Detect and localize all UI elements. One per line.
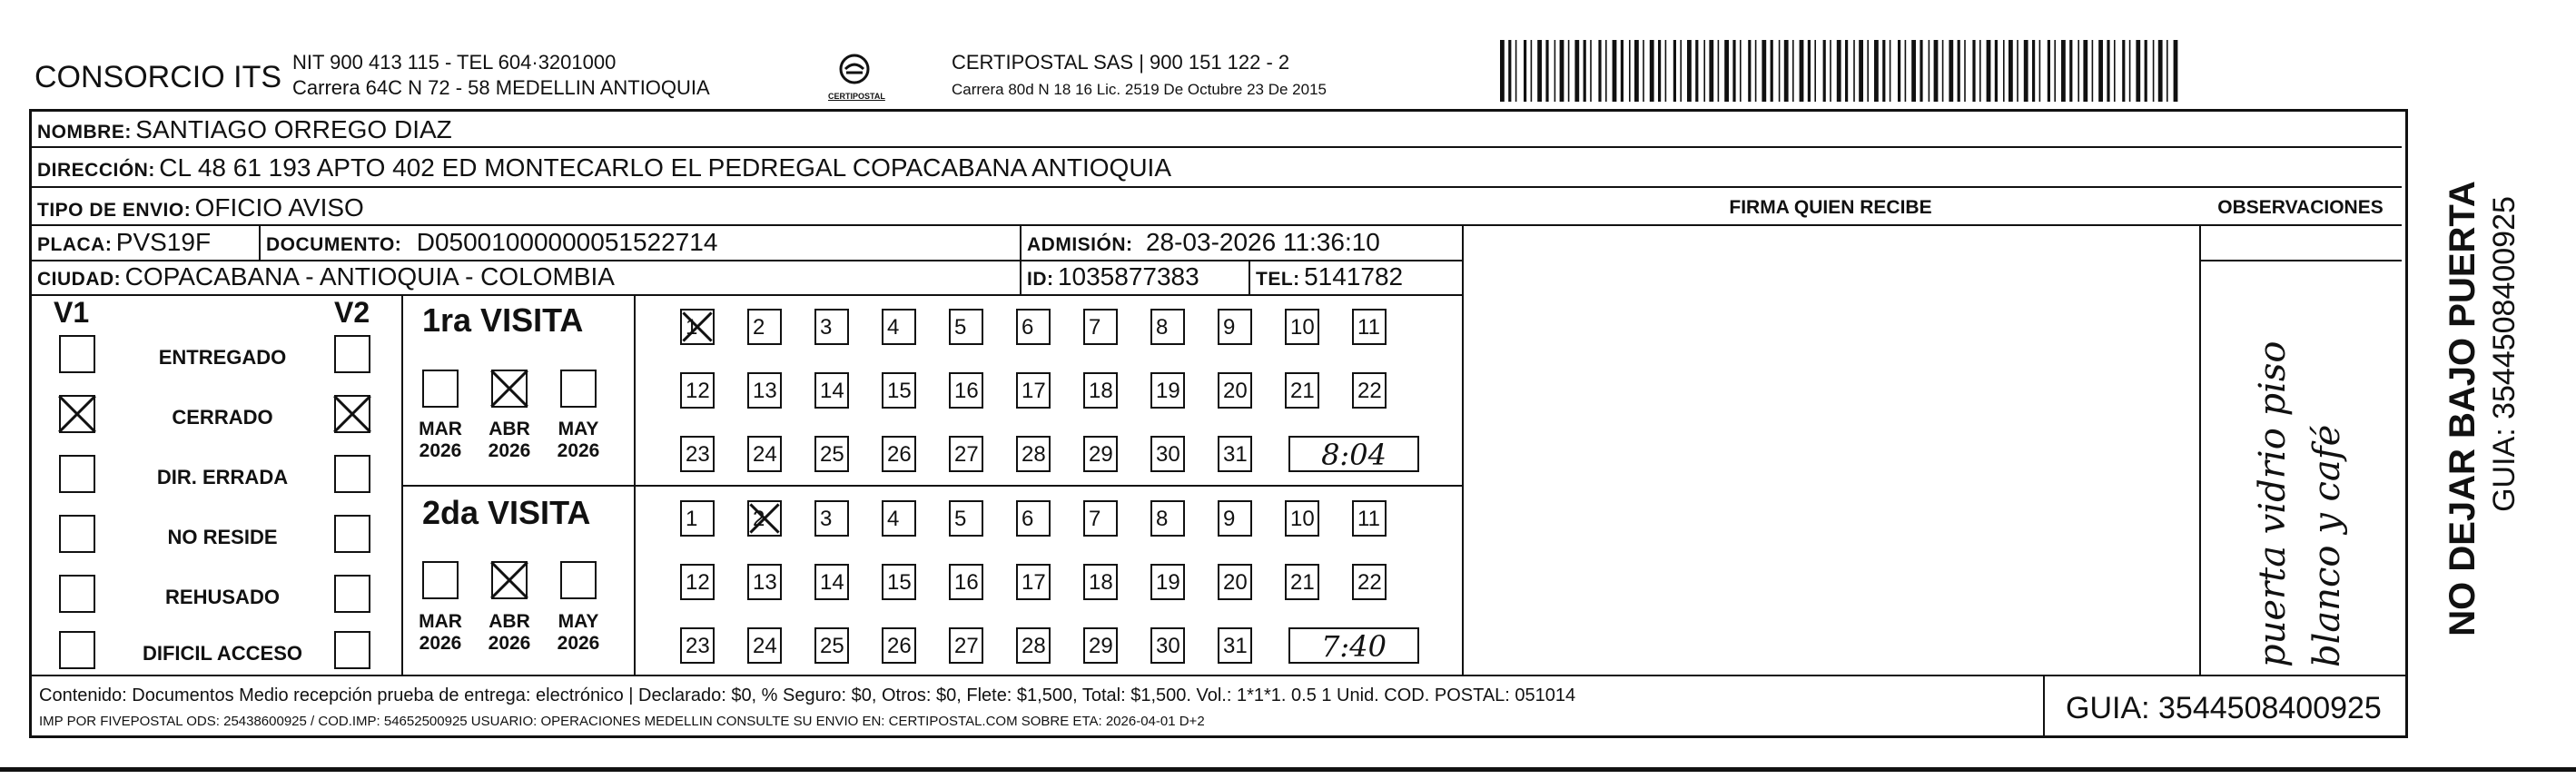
barcode-bar [1853, 40, 1855, 102]
visita2-title: 2da VISITA [422, 494, 591, 531]
company-address: Carrera 64C N 72 - 58 MEDELLIN ANTIOQUIA [292, 76, 710, 99]
day-box[interactable]: 10 [1285, 309, 1319, 345]
barcode-bar [2145, 40, 2147, 102]
barcode-bar [2129, 40, 2131, 102]
day-box[interactable]: 5 [949, 500, 983, 537]
month-label: MAR 2026 [419, 611, 462, 655]
v2-entregado-checkbox[interactable] [334, 335, 370, 373]
barcode-bar [1905, 40, 1907, 102]
day-box[interactable]: 10 [1285, 500, 1319, 537]
barcode-bar [2032, 40, 2035, 102]
barcode-bar [1665, 40, 1667, 102]
barcode-bar [1958, 40, 1960, 102]
day-box[interactable]: 5 [949, 309, 983, 345]
barcode-bar [2122, 40, 2125, 102]
day-box[interactable]: 18 [1083, 372, 1118, 409]
ciudad-label: CIUDAD: [37, 269, 122, 290]
v1-cerrado-checkbox[interactable] [59, 395, 95, 433]
admision-label: ADMISIÓN: [1027, 234, 1133, 255]
month-label: MAR 2026 [419, 419, 462, 462]
day-box[interactable]: 28 [1016, 436, 1051, 472]
company-nit: NIT 900 413 115 - TEL 604·3201000 [292, 51, 617, 74]
barcode-bar [2174, 40, 2178, 102]
month-label: ABR 2026 [488, 611, 531, 655]
footer-contenido: Contenido: Documentos Medio recepción prueba de entrega: electrónico | Declarado: $0, % Seguro: $0, Otros: $0, Flete: $1,500, Total: $1,500. Vol.: 1*1*1. 0.5 1 Unid. COD. POSTAL: 051014 [39, 685, 1576, 705]
barcode-bar [1724, 40, 1729, 102]
ciudad-value: COPACABANA - ANTIOQUIA - COLOMBIA [124, 262, 615, 291]
day-box[interactable]: 20 [1218, 564, 1252, 600]
barcode-bar [1859, 40, 1863, 102]
day-box[interactable]: 22 [1352, 372, 1387, 409]
v2-rehusado-checkbox[interactable] [334, 575, 370, 613]
barcode-bar [2078, 40, 2079, 102]
footer-imp: IMP POR FIVEPOSTAL ODS: 25438600925 / COD.IMP: 54652500925 USUARIO: OPERACIONES MEDELLIN CONSULTE SU ENVIO EN: CERTIPOSTAL.COM SOBRE ETA: 2026-04-01 D+2 [39, 714, 1205, 729]
direccion-value: CL 48 61 193 APTO 402 ED MONTECARLO EL PEDREGAL COPACABANA ANTIOQUIA [159, 153, 1172, 182]
day-box[interactable]: 14 [814, 564, 849, 600]
day-box[interactable]: 30 [1150, 627, 1185, 664]
day-box[interactable]: 19 [1150, 372, 1185, 409]
barcode-bar [1755, 40, 1757, 102]
barcode-bar [1911, 40, 1916, 102]
placa-label: PLACA: [37, 234, 113, 255]
barcode-bar [2024, 40, 2028, 102]
barcode-bar [1867, 40, 1869, 102]
barcode-bar [2008, 40, 2013, 102]
day-box[interactable]: 26 [882, 436, 916, 472]
barcode-bar [1650, 40, 1654, 102]
barcode-bar [2153, 40, 2155, 102]
v2-dir-errada-checkbox[interactable] [334, 455, 370, 493]
barcode-bar [1613, 40, 1617, 102]
barcode-bar [2039, 40, 2041, 102]
day-box[interactable]: 29 [1083, 436, 1118, 472]
day-box[interactable]: 8 [1150, 500, 1185, 537]
barcode-bar [1808, 40, 1811, 102]
barcode-bar [1673, 40, 1676, 102]
barcode-bar [1658, 40, 1661, 102]
month-label: ABR 2026 [488, 419, 531, 462]
day-box[interactable]: 16 [949, 564, 983, 600]
barcode-bar [2003, 40, 2005, 102]
barcode-bar [1732, 40, 1735, 102]
barcode-bar [1762, 40, 1766, 102]
visita1-title: 1ra VISITA [422, 301, 584, 339]
day-box[interactable]: 17 [1016, 564, 1051, 600]
tipo-envio-label: TIPO DE ENVIO: [37, 200, 192, 221]
barcode-bar [1830, 40, 1831, 102]
day-box[interactable]: 12 [680, 564, 715, 600]
day-box[interactable]: 15 [882, 372, 916, 409]
barcode-bar [1964, 40, 1966, 102]
barcode-bar [2069, 40, 2072, 102]
barcode-bar [1524, 40, 1526, 102]
status-label: DIR. ERRADA [156, 466, 289, 488]
barcode-bar [1934, 40, 1939, 102]
day-box[interactable]: 23 [680, 627, 715, 664]
barcode-bar [1703, 40, 1705, 102]
v2-cerrado-checkbox[interactable] [334, 395, 370, 433]
barcode-bar [1920, 40, 1922, 102]
day-box[interactable]: 7 [1083, 309, 1118, 345]
barcode-bar [2158, 40, 2163, 102]
day-box[interactable]: 4 [882, 309, 916, 345]
day-box[interactable]: 6 [1016, 309, 1051, 345]
status-label: NO RESIDE [167, 526, 278, 548]
barcode-bar [1584, 40, 1586, 102]
side-guia: GUIA: 3544508400925 [2487, 196, 2522, 512]
page-bottom-rule [0, 767, 2576, 772]
barcode-bar [2083, 40, 2087, 102]
barcode-bar [1890, 40, 1891, 102]
nombre-value: SANTIAGO ORREGO DIAZ [135, 115, 452, 143]
day-box[interactable]: 13 [747, 564, 782, 600]
barcode-bar [1784, 40, 1789, 102]
barcode-bar [1800, 40, 1804, 102]
v2-dificil-acceso-checkbox[interactable] [334, 631, 370, 669]
day-box[interactable]: 6 [1016, 500, 1051, 537]
day-box[interactable]: 2 [747, 309, 782, 345]
barcode-bar [1643, 40, 1644, 102]
tel-label: TEL: [1256, 269, 1300, 290]
barcode-bar [1500, 40, 1505, 102]
firma-header: FIRMA QUIEN RECIBE [1729, 197, 1932, 218]
barcode-bar [2092, 40, 2094, 102]
barcode-bar [1845, 40, 1848, 102]
barcode-bar [2017, 40, 2018, 102]
visit-time-handwriting: 7:40 [1288, 627, 1419, 664]
barcode-bar [1590, 40, 1592, 102]
tipo-envio-value: OFICIO AVISO [194, 193, 364, 222]
v1-no-reside-checkbox[interactable] [59, 515, 95, 553]
v1-entregado-checkbox[interactable] [59, 335, 95, 373]
barcode-bar [2061, 40, 2066, 102]
barcode-bar [1779, 40, 1781, 102]
barcode-bar [1695, 40, 1698, 102]
day-box[interactable]: 4 [882, 500, 916, 537]
day-box[interactable]: 25 [814, 627, 849, 664]
barcode-bar [1949, 40, 1953, 102]
barcode-bar [1629, 40, 1631, 102]
visita2-month-may-checkbox[interactable] [560, 561, 597, 599]
barcode-bar [1687, 40, 1692, 102]
barcode-bar [1837, 40, 1841, 102]
day-box[interactable]: 1 [680, 500, 715, 537]
barcode-bar [1537, 40, 1542, 102]
visita2-month-mar-checkbox[interactable] [422, 561, 459, 599]
month-label: MAY 2026 [557, 419, 600, 462]
barcode-bar [2107, 40, 2109, 102]
certipostal-id: CERTIPOSTAL SAS | 900 151 122 - 2 [952, 51, 1290, 74]
day-box[interactable]: 7 [1083, 500, 1118, 537]
v1-dir-errada-checkbox[interactable] [59, 455, 95, 493]
day-box[interactable]: 24 [747, 627, 782, 664]
id-value: 1035877383 [1057, 262, 1199, 291]
no-dejar-bajo-puerta: NO DEJAR BAJO PUERTA [2443, 181, 2482, 636]
day-box[interactable]: 11 [1352, 500, 1387, 537]
day-box[interactable]: 3 [814, 500, 849, 537]
barcode-bar [1874, 40, 1879, 102]
day-box[interactable]: 8 [1150, 309, 1185, 345]
barcode-bar [1740, 40, 1742, 102]
day-box[interactable]: 16 [949, 372, 983, 409]
day-box[interactable]: 19 [1150, 564, 1185, 600]
day-box[interactable]: 30 [1150, 436, 1185, 472]
day-box[interactable]: 28 [1016, 627, 1051, 664]
barcode-bar [1942, 40, 1944, 102]
v1-header: V1 [54, 296, 90, 329]
barcode-bar [2054, 40, 2056, 102]
v2-header: V2 [334, 296, 370, 329]
day-box[interactable]: 3 [814, 309, 849, 345]
observaciones-header: OBSERVACIONES [2217, 197, 2384, 218]
day-box[interactable]: 1 [680, 309, 715, 345]
barcode-bar [1979, 40, 1981, 102]
barcode-bar [1531, 40, 1533, 102]
placa-value: PVS19F [115, 228, 212, 256]
barcode-bar [1882, 40, 1885, 102]
barcode-bar [1680, 40, 1682, 102]
visita1-month-abr-checkbox[interactable] [491, 370, 528, 408]
barcode-bar [1560, 40, 1564, 102]
direccion-label: DIRECCIÓN: [37, 160, 155, 181]
barcode-bar [1554, 40, 1556, 102]
barcode-bar [2048, 40, 2050, 102]
barcode [1500, 40, 2181, 102]
v2-no-reside-checkbox[interactable] [334, 515, 370, 553]
day-box[interactable]: 12 [680, 372, 715, 409]
barcode-bar [1972, 40, 1975, 102]
day-box[interactable]: 21 [1285, 372, 1319, 409]
id-label: ID: [1027, 269, 1054, 290]
barcode-bar [1771, 40, 1773, 102]
day-box[interactable]: 23 [680, 436, 715, 472]
day-box[interactable]: 27 [949, 436, 983, 472]
day-box[interactable]: 29 [1083, 627, 1118, 664]
day-box[interactable]: 15 [882, 564, 916, 600]
barcode-bar [1574, 40, 1579, 102]
day-box[interactable]: 24 [747, 436, 782, 472]
visita1-month-may-checkbox[interactable] [560, 370, 597, 408]
barcode-bar [1748, 40, 1751, 102]
barcode-bar [1598, 40, 1601, 102]
day-box[interactable]: 18 [1083, 564, 1118, 600]
day-box[interactable]: 25 [814, 436, 849, 472]
day-box[interactable]: 31 [1218, 436, 1252, 472]
status-label: CERRADO [172, 406, 273, 429]
day-box[interactable]: 9 [1218, 500, 1252, 537]
day-box[interactable]: 20 [1218, 372, 1252, 409]
day-box[interactable]: 2 [747, 500, 782, 537]
barcode-bar [1987, 40, 1991, 102]
barcode-bar [1792, 40, 1794, 102]
day-box[interactable]: 26 [882, 627, 916, 664]
day-box[interactable]: 21 [1285, 564, 1319, 600]
v1-rehusado-checkbox[interactable] [59, 575, 95, 613]
barcode-bar [2166, 40, 2168, 102]
barcode-bar [1814, 40, 1816, 102]
documento-value: D05001000000051522714 [416, 228, 718, 256]
barcode-bar [1898, 40, 1900, 102]
delivery-form [29, 109, 2408, 738]
day-box[interactable]: 17 [1016, 372, 1051, 409]
barcode-bar [1823, 40, 1826, 102]
certipostal-logo [834, 51, 875, 93]
barcode-bar [1568, 40, 1570, 102]
day-box[interactable]: 31 [1218, 627, 1252, 664]
barcode-bar [2136, 40, 2140, 102]
barcode-bar [1515, 40, 1517, 102]
visita2-month-abr-checkbox[interactable] [491, 561, 528, 599]
tel-value: 5141782 [1304, 262, 1404, 291]
footer-guia: GUIA: 3544508400925 [2066, 691, 2382, 725]
month-label: MAY 2026 [557, 611, 600, 655]
barcode-bar [1545, 40, 1548, 102]
barcode-bar [1929, 40, 1930, 102]
company-name: CONSORCIO ITS [35, 60, 282, 94]
day-box[interactable]: 11 [1352, 309, 1387, 345]
barcode-bar [1634, 40, 1639, 102]
barcode-bar [2098, 40, 2103, 102]
certipostal-address: Carrera 80d N 18 16 Lic. 2519 De Octubre 23 De 2015 [952, 81, 1327, 98]
observaciones-handwriting: puerta vidrio piso blanco y café [2252, 340, 2348, 667]
nombre-label: NOMBRE: [37, 122, 132, 143]
barcode-bar [1621, 40, 1624, 102]
day-box[interactable]: 9 [1218, 309, 1252, 345]
day-box[interactable]: 14 [814, 372, 849, 409]
status-label: ENTREGADO [158, 346, 287, 369]
status-label: DIFICIL ACCESO [142, 642, 302, 665]
visita1-month-mar-checkbox[interactable] [422, 370, 459, 408]
v1-dificil-acceso-checkbox[interactable] [59, 631, 95, 669]
day-box[interactable]: 13 [747, 372, 782, 409]
barcode-bar [2114, 40, 2116, 102]
day-box[interactable]: 27 [949, 627, 983, 664]
admision-value: 28-03-2026 11:36:10 [1145, 228, 1380, 256]
logo-caption: CERTIPOSTAL [828, 92, 885, 101]
barcode-bar [1995, 40, 1998, 102]
status-label: REHUSADO [165, 586, 280, 608]
visit-time-handwriting: 8:04 [1288, 436, 1419, 472]
day-box[interactable]: 22 [1352, 564, 1387, 600]
barcode-bar [1718, 40, 1720, 102]
barcode-bar [1709, 40, 1713, 102]
barcode-bar [1508, 40, 1511, 102]
barcode-bar [1605, 40, 1607, 102]
documento-label: DOCUMENTO: [266, 234, 402, 255]
